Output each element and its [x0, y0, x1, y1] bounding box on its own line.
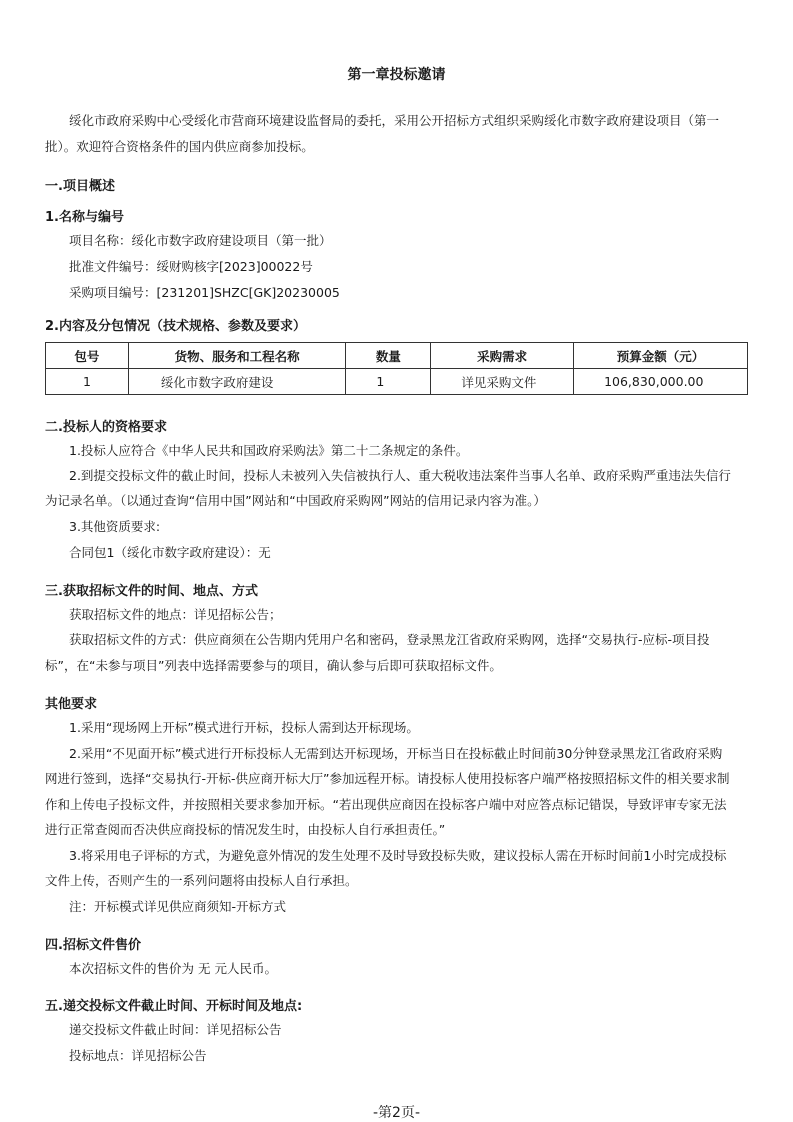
subheading-content-packages: 2.内容及分包情况（技术规格、参数及要求） [45, 319, 306, 334]
other-item-3-line-2: 文件上传，否则产生的一系列问题将由投标人自行承担。 [45, 873, 358, 888]
cell-budget: 106,830,000.00 [574, 369, 748, 395]
intro-line-1: 绥化市政府采购中心受绥化市营商环境建设监督局的委托，采用公开招标方式组织采购绥化市数字政府建设项目（第一 [69, 113, 720, 128]
intro-line-2: 批）。欢迎符合资格条件的国内供应商参加投标。 [45, 139, 314, 154]
qualification-item-3-detail: 合同包1（绥化市数字政府建设）：无 [69, 545, 271, 560]
page-title: 第一章投标邀请 [347, 67, 446, 83]
qualification-item-2-line-1: 2.到提交投标文件的截止时间，投标人未被列入失信被执行人、重大税收违法案件当事人名单、政府采购严重违法失信行 [69, 468, 731, 483]
cell-item-name: 绥化市数字政府建设 [128, 369, 346, 395]
subheading-name-number: 1.名称与编号 [45, 210, 124, 225]
doc-price-text: 本次招标文件的售价为 无 元人民币。 [69, 961, 277, 976]
cell-requirement: 详见采购文件 [431, 369, 574, 395]
other-note: 注：开标模式详见供应商须知-开标方式 [69, 899, 287, 914]
obtain-method-line-2: 标”，在“未参与项目”列表中选择需要参与的项目，确认参与后即可获取招标文件。 [45, 658, 502, 673]
table-row [46, 369, 748, 395]
header-package-no: 包号 [46, 343, 129, 369]
project-name: 项目名称：绥化市数字政府建设项目（第一批） [69, 233, 332, 248]
header-item-name: 货物、服务和工程名称 [128, 343, 346, 369]
other-item-2-line-2: 网进行签到，选择“交易执行-开标-供应商开标大厅”参加远程开标。请投标人使用投标客户端严格按照招标文件的相关要求制 [45, 771, 730, 786]
qualification-item-3: 3.其他资质要求: [69, 519, 161, 534]
other-item-3-line-1: 3.将采用电子评标的方式，为避免意外情况的发生处理不及时导致投标失败，建议投标人需在开标时间前1小时完成投标 [69, 848, 727, 863]
page-number: -第2页- [372, 1105, 420, 1121]
header-budget: 预算金额（元） [574, 343, 748, 369]
header-quantity: 数量 [346, 343, 431, 369]
submission-place: 投标地点：详见招标公告 [69, 1048, 207, 1063]
qualification-item-2-line-2: 为记录名单。（以通过查询“信用中国”网站和“中国政府采购网”网站的信用记录内容为准。） [45, 493, 546, 508]
other-item-2-line-4: 进行正常查阅而否决供应商投标的情况发生时，由投标人自行承担责任。” [45, 822, 446, 837]
package-table [45, 342, 748, 395]
other-item-1: 1.采用“现场网上开标”模式进行开标，投标人需到达开标现场。 [69, 720, 419, 735]
obtain-method-line-1: 获取招标文件的方式：供应商须在公告期内凭用户名和密码，登录黑龙江省政府采购网，选择“交易执行-应标-项目投 [69, 632, 710, 647]
section-heading-qualifications: 二.投标人的资格要求 [45, 420, 167, 435]
cell-package-no: 1 [46, 369, 129, 395]
section-heading-other: 其他要求 [45, 697, 98, 712]
approval-number: 批准文件编号：绥财购核字[2023]00022号 [69, 259, 313, 274]
section-heading-obtain-docs: 三.获取招标文件的时间、地点、方式 [45, 584, 258, 599]
other-item-2-line-1: 2.采用“不见面开标”模式进行开标投标人无需到达开标现场，开标当日在投标截止时间前30分钟登录黑龙江省政府采购 [69, 746, 723, 761]
other-item-2-line-3: 作和上传电子投标文件，并按照相关要求参加开标。“若出现供应商因在投标客户端中对应答点标记错误，导致评审专家无法 [45, 797, 727, 812]
obtain-place: 获取招标文件的地点：详见招标公告； [69, 607, 282, 622]
qualification-item-1: 1.投标人应符合《中华人民共和国政府采购法》第二十二条规定的条件。 [69, 443, 469, 458]
table-header-row [46, 343, 748, 369]
section-heading-overview: 一.项目概述 [45, 179, 115, 194]
section-heading-submission: 五.递交投标文件截止时间、开标时间及地点: [45, 999, 303, 1014]
header-requirement: 采购需求 [431, 343, 574, 369]
project-number: 采购项目编号：[231201]SHZC[GK]20230005 [69, 285, 340, 300]
section-heading-doc-price: 四.招标文件售价 [45, 938, 141, 953]
cell-quantity: 1 [346, 369, 431, 395]
submission-deadline: 递交投标文件截止时间：详见招标公告 [69, 1022, 282, 1037]
